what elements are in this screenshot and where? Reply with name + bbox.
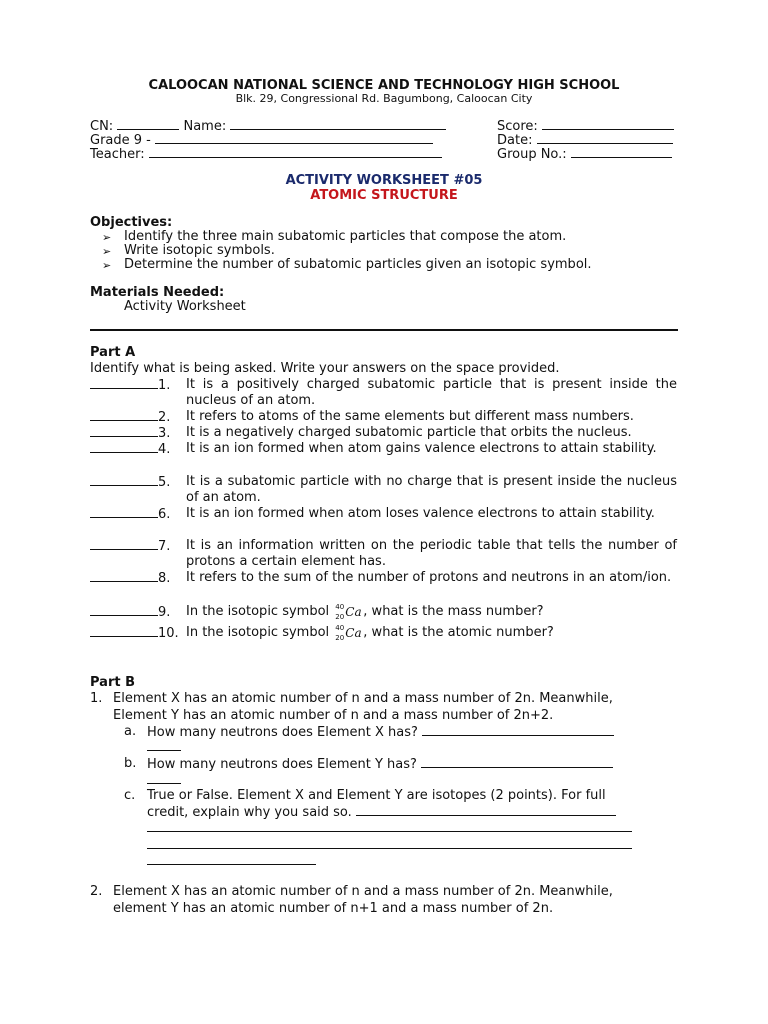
- school-address: Blk. 29, Congressional Rd. Bagumbong, Caloocan City: [235, 92, 533, 105]
- subquestion-text: [147, 756, 613, 772]
- materials-heading: Materials Needed:: [90, 285, 225, 300]
- answer-row[interactable]: [90, 377, 170, 393]
- question-number: 9.: [158, 605, 171, 620]
- question-text: It is an information written on the periodic table that tells the number of protons a certain element has.: [186, 538, 677, 569]
- answer-row[interactable]: [90, 506, 170, 522]
- question-text: element Y has an atomic number of n+1 and a mass number of 2n.: [113, 901, 554, 916]
- answer-blank[interactable]: [147, 831, 632, 832]
- question-text: It is a negatively charged subatomic particle that orbits the nucleus.: [186, 425, 632, 440]
- question-text: It refers to the sum of the number of protons and neutrons in an atom/ion.: [186, 570, 672, 585]
- question-text: It is a subatomic particle with no charge that is present inside the nucleus of an atom.: [186, 474, 677, 505]
- answer-blank[interactable]: [356, 804, 616, 816]
- question-number: 2.: [158, 410, 171, 425]
- answer-blank[interactable]: [90, 506, 158, 518]
- question-number: 6.: [158, 507, 171, 522]
- teacher-field[interactable]: [90, 146, 442, 162]
- question-text: [186, 625, 677, 641]
- arrow-bullet-icon: ➢: [102, 231, 112, 244]
- question-prefix: In the isotopic symbol: [186, 625, 334, 640]
- question-text: Element X has an atomic number of n and a mass number of 2n. Meanwhile,: [113, 884, 613, 899]
- isotope-symbol: [333, 603, 363, 621]
- teacher-blank[interactable]: [149, 146, 442, 158]
- isotope-mass: 40: [335, 603, 345, 611]
- question-text: [186, 604, 677, 620]
- name-blank[interactable]: [230, 118, 446, 130]
- question-text: It refers to atoms of the same elements but different mass numbers.: [186, 409, 634, 424]
- isotope-element: Ca: [345, 626, 362, 640]
- answer-row[interactable]: [90, 474, 170, 490]
- section-divider: [90, 329, 678, 331]
- answer-blank[interactable]: [90, 474, 158, 486]
- worksheet-title: ACTIVITY WORKSHEET #05: [285, 173, 483, 188]
- subquestion-text: [147, 804, 616, 820]
- question-number: 5.: [158, 475, 171, 490]
- subquestion-label: a.: [124, 724, 137, 739]
- objective-item: Determine the number of subatomic particles given an isotopic symbol.: [124, 257, 592, 272]
- date-blank[interactable]: [537, 132, 673, 144]
- answer-blank[interactable]: [90, 604, 158, 616]
- question-suffix: , what is the mass number?: [363, 604, 544, 619]
- objectives-heading: Objectives:: [90, 215, 173, 230]
- question-number: 1.: [90, 691, 103, 706]
- score-label: Score:: [497, 119, 538, 134]
- question-number: 1.: [158, 378, 171, 393]
- answer-row[interactable]: [90, 538, 170, 554]
- isotope-symbol: [333, 624, 363, 642]
- question-number: 2.: [90, 884, 103, 899]
- answer-blank[interactable]: [147, 783, 181, 784]
- question-suffix: , what is the atomic number?: [363, 625, 554, 640]
- school-name: CALOOCAN NATIONAL SCIENCE AND TECHNOLOGY HIGH SCHOOL: [148, 78, 620, 93]
- cn-label: CN:: [90, 119, 114, 134]
- score-blank[interactable]: [542, 118, 674, 130]
- answer-blank[interactable]: [90, 441, 158, 453]
- group-label: Group No.:: [497, 147, 567, 162]
- subquestion-c-text: credit, explain why you said so.: [147, 805, 352, 820]
- answer-row[interactable]: [90, 625, 179, 641]
- grade-blank[interactable]: [155, 132, 433, 144]
- question-text: It is an ion formed when atom gains valence electrons to attain stability.: [186, 441, 657, 456]
- teacher-label: Teacher:: [90, 147, 145, 162]
- group-blank[interactable]: [571, 146, 672, 158]
- answer-row[interactable]: [90, 604, 170, 620]
- objective-item: Write isotopic symbols.: [124, 243, 275, 258]
- isotope-atomic: 20: [335, 634, 345, 642]
- question-text: It is an ion formed when atom loses valence electrons to attain stability.: [186, 506, 655, 521]
- date-label: Date:: [497, 133, 533, 148]
- answer-blank[interactable]: [90, 625, 158, 637]
- cn-blank[interactable]: [117, 118, 179, 130]
- name-label: Name:: [183, 119, 227, 134]
- answer-row[interactable]: [90, 409, 170, 425]
- grade-label: Grade 9 -: [90, 133, 151, 148]
- arrow-bullet-icon: ➢: [102, 259, 112, 272]
- part-b-heading: Part B: [90, 675, 136, 690]
- answer-blank[interactable]: [422, 724, 614, 736]
- question-number: 10.: [158, 626, 179, 641]
- answer-blank[interactable]: [90, 409, 158, 421]
- answer-row[interactable]: [90, 570, 170, 586]
- subquestion-b-text: How many neutrons does Element Y has?: [147, 757, 417, 772]
- answer-blank[interactable]: [147, 750, 181, 751]
- subquestion-text: True or False. Element X and Element Y are isotopes (2 points). For full: [147, 788, 606, 803]
- materials-item: Activity Worksheet: [124, 299, 246, 314]
- subquestion-label: b.: [124, 756, 137, 771]
- question-number: 8.: [158, 571, 171, 586]
- isotope-element: Ca: [345, 605, 362, 619]
- arrow-bullet-icon: ➢: [102, 245, 112, 258]
- answer-row[interactable]: [90, 425, 170, 441]
- isotope-atomic: 20: [335, 613, 345, 621]
- question-number: 4.: [158, 442, 171, 457]
- answer-blank[interactable]: [147, 864, 316, 865]
- answer-row[interactable]: [90, 441, 170, 457]
- question-text: It is a positively charged subatomic particle that is present inside the nucleus of an atom.: [186, 377, 677, 408]
- question-number: 3.: [158, 426, 171, 441]
- worksheet-topic: ATOMIC STRUCTURE: [310, 188, 458, 203]
- question-number: 7.: [158, 539, 171, 554]
- question-text: Element Y has an atomic number of n and a mass number of 2n+2.: [113, 708, 554, 723]
- answer-blank[interactable]: [90, 570, 158, 582]
- part-a-instruction: Identify what is being asked. Write your answers on the space provided.: [90, 361, 560, 376]
- subquestion-a-text: How many neutrons does Element X has?: [147, 725, 418, 740]
- subquestion-label: c.: [124, 788, 136, 803]
- question-text: Element X has an atomic number of n and a mass number of 2n. Meanwhile,: [113, 691, 613, 706]
- answer-blank[interactable]: [90, 538, 158, 550]
- isotope-mass: 40: [335, 624, 345, 632]
- subquestion-text: [147, 724, 614, 740]
- answer-blank[interactable]: [421, 756, 613, 768]
- answer-blank[interactable]: [147, 848, 632, 849]
- objective-item: Identify the three main subatomic particles that compose the atom.: [124, 229, 567, 244]
- answer-blank[interactable]: [90, 425, 158, 437]
- group-field[interactable]: [497, 146, 672, 162]
- answer-blank[interactable]: [90, 377, 158, 389]
- part-a-heading: Part A: [90, 345, 136, 360]
- question-prefix: In the isotopic symbol: [186, 604, 334, 619]
